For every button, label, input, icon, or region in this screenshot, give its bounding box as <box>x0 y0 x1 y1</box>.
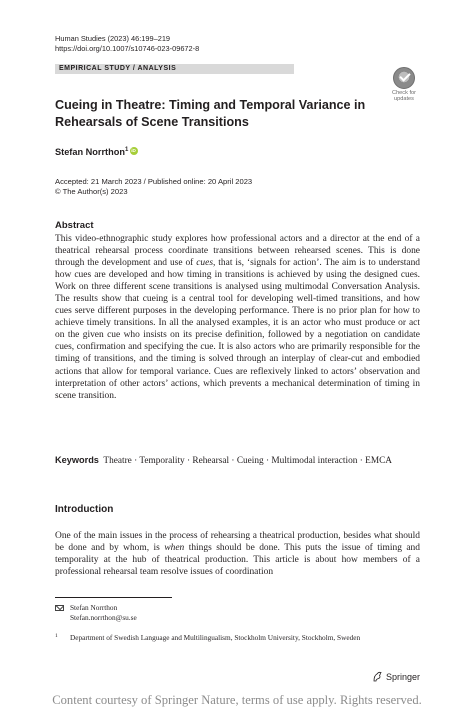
check-updates-icon <box>393 67 415 89</box>
introduction-heading: Introduction <box>55 504 114 515</box>
accepted-published-dates: Accepted: 21 March 2023 / Published online: 20 April 2023 <box>55 177 253 186</box>
publication-dates <box>55 177 252 197</box>
publisher-name: Springer <box>386 672 421 682</box>
affiliation-footnote <box>55 633 420 643</box>
doi-link[interactable]: https://doi.org/10.1007/s10746-023-09672-8 <box>55 44 200 53</box>
publisher-logo <box>372 671 420 682</box>
footnote-divider <box>55 597 172 598</box>
author-affiliation-mark: 1 <box>124 147 129 153</box>
introduction-emphasis: when <box>164 543 185 554</box>
author-name[interactable]: Stefan Norrthon <box>55 147 125 158</box>
article-title: Cueing in Theatre: Timing and Temporal Variance in Rehearsals of Scene Transitions <box>55 98 366 129</box>
author-line <box>55 147 138 157</box>
contact-email[interactable]: Stefan.norrthon@su.se <box>70 613 137 622</box>
courtesy-watermark: Content courtesy of Springer Nature, terms of use apply. Rights reserved. <box>52 693 422 707</box>
contact-name: Stefan Norrthon <box>70 603 118 612</box>
springer-horse-icon <box>372 671 383 682</box>
orcid-icon[interactable] <box>130 147 138 155</box>
keywords-line <box>55 454 420 467</box>
affiliation-text: Department of Swedish Language and Multilingualism, Stockholm University, Stockholm, Sweden <box>70 633 361 642</box>
keywords-list: Theatre · Temporality · Rehearsal · Cueing · Multimodal interaction · EMCA <box>103 456 392 466</box>
abstract-heading: Abstract <box>55 220 94 231</box>
journal-citation <box>55 34 199 54</box>
affiliation-mark: 1 <box>55 633 58 639</box>
abstract-emphasis: cues <box>196 258 214 269</box>
corresponding-author-footnote <box>55 603 137 623</box>
check-for-updates-badge[interactable] <box>386 67 422 101</box>
article-type-bar: EMPIRICAL STUDY / ANALYSIS <box>55 64 294 74</box>
journal-issue: Human Studies (2023) 46:199–219 <box>55 34 171 43</box>
check-updates-label: Check for updates <box>392 90 416 103</box>
abstract-body: This video-ethnographic study explores how professional actors and a director at the end of a theatrical rehearsal process coordinate transitions between rehearsed scenes. This is done through the development and use of cues, that is, ‘signals for action’. The aim is to understand how cues are developed and how timing in transitions is achieved by using the designed cues. Work on three different scene transitions is analysed using multimodal Conversation Analysis. The results show that cueing is a central tool for developing well-timed transitions, and how cues serve different purposes in the developing performance. There is no prior plan for how to achieve timely transitions. In all the analysed examples, it is an actor who must produce or act on the given cue who insists on its precise definition, followed by a negotiation on candidate cues, confirmation and specifying the cue. It is also actors who are primarily responsible for the timing of transitions, and the timing is solved through an interplay of clear-cut and embodied actions that allow for temporal variance. Cues are reflexively linked to actors’ observation and interpretation of other actors’ actions, which prevents a mechanical determination of timing in scene transition. <box>55 234 421 401</box>
keywords-label: Keywords <box>55 455 99 465</box>
copyright-line: © The Author(s) 2023 <box>55 187 128 196</box>
introduction-body: One of the main issues in the process of rehearsing a theatrical production, besides what should be done and by whom, is when things should be done. This puts the issue of timing and temporality at the hub of theatrical production. This article is about how members of a professional rehearsal team resolve issues of coordination <box>55 531 420 578</box>
envelope-icon <box>55 605 64 611</box>
